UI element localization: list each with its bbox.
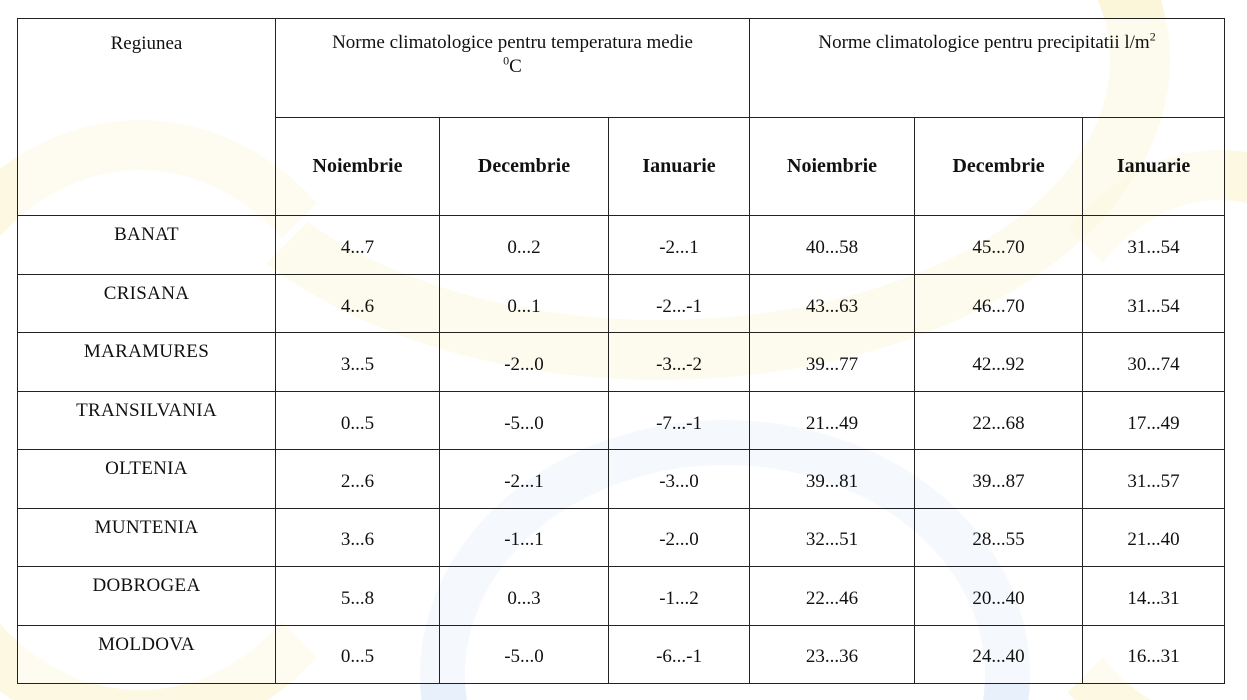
- precip-ianuarie-cell: 31...57: [1083, 450, 1225, 508]
- precip-noiembrie-cell: 22...46: [750, 567, 915, 625]
- precip-decembrie-cell: 22...68: [915, 391, 1083, 449]
- precip-decembrie-cell: 39...87: [915, 450, 1083, 508]
- region-name: CRISANA: [18, 274, 276, 332]
- header-month-precip-noiembrie: Noiembrie: [750, 117, 915, 216]
- precip-noiembrie-cell: 43...63: [750, 274, 915, 332]
- precip-decembrie-cell: 46...70: [915, 274, 1083, 332]
- precip-noiembrie-cell: 21...49: [750, 391, 915, 449]
- region-name: BANAT: [18, 216, 276, 274]
- region-name: MARAMURES: [18, 333, 276, 391]
- temp-ianuarie-cell: -2...0: [609, 508, 750, 566]
- temp-noiembrie-cell: 3...6: [276, 508, 440, 566]
- header-row-groups: [18, 19, 1225, 118]
- precip-noiembrie-cell: 23...36: [750, 625, 915, 683]
- region-name: TRANSILVANIA: [18, 391, 276, 449]
- region-name: DOBROGEA: [18, 567, 276, 625]
- temp-noiembrie-cell: 3...5: [276, 333, 440, 391]
- temp-ianuarie-cell: -1...2: [609, 567, 750, 625]
- temp-noiembrie-cell: 5...8: [276, 567, 440, 625]
- temp-decembrie-cell: -5...0: [440, 391, 609, 449]
- temp-noiembrie-cell: 4...7: [276, 216, 440, 274]
- header-precipitation-label: Norme climatologice pentru precipitatii l/m: [818, 32, 1150, 53]
- temp-decembrie-cell: -1...1: [440, 508, 609, 566]
- precip-noiembrie-cell: 32...51: [750, 508, 915, 566]
- table-row: [18, 450, 1225, 508]
- temp-ianuarie-cell: -3...-2: [609, 333, 750, 391]
- temp-decembrie-cell: -2...1: [440, 450, 609, 508]
- precip-ianuarie-cell: 21...40: [1083, 508, 1225, 566]
- header-precipitation-group: [750, 19, 1225, 118]
- region-name: MOLDOVA: [18, 625, 276, 683]
- temp-decembrie-cell: 0...1: [440, 274, 609, 332]
- region-name: MUNTENIA: [18, 508, 276, 566]
- temp-ianuarie-cell: -2...1: [609, 216, 750, 274]
- climate-norms-table: [17, 18, 1225, 684]
- precip-noiembrie-cell: 39...81: [750, 450, 915, 508]
- table-row: [18, 508, 1225, 566]
- header-month-temp-noiembrie: Noiembrie: [276, 117, 440, 216]
- precip-decembrie-cell: 42...92: [915, 333, 1083, 391]
- temp-ianuarie-cell: -6...-1: [609, 625, 750, 683]
- temp-decembrie-cell: 0...2: [440, 216, 609, 274]
- table-row: [18, 391, 1225, 449]
- precip-noiembrie-cell: 40...58: [750, 216, 915, 274]
- precip-ianuarie-cell: 31...54: [1083, 274, 1225, 332]
- header-month-precip-decembrie: Decembrie: [915, 117, 1083, 216]
- temp-ianuarie-cell: -7...-1: [609, 391, 750, 449]
- temp-noiembrie-cell: 2...6: [276, 450, 440, 508]
- header-region: Regiunea: [18, 19, 276, 216]
- temp-decembrie-cell: -2...0: [440, 333, 609, 391]
- header-temperature-unit: C: [509, 56, 522, 77]
- temp-noiembrie-cell: 0...5: [276, 391, 440, 449]
- precip-ianuarie-cell: 16...31: [1083, 625, 1225, 683]
- table-row: [18, 567, 1225, 625]
- temp-ianuarie-cell: -3...0: [609, 450, 750, 508]
- header-month-temp-decembrie: Decembrie: [440, 117, 609, 216]
- table-row: [18, 625, 1225, 683]
- header-temperature-unit-sup: 0: [503, 53, 510, 68]
- header-precipitation-unit-sup: 2: [1149, 29, 1156, 44]
- precip-ianuarie-cell: 30...74: [1083, 333, 1225, 391]
- temp-ianuarie-cell: -2...-1: [609, 274, 750, 332]
- header-month-temp-ianuarie: Ianuarie: [609, 117, 750, 216]
- precip-decembrie-cell: 28...55: [915, 508, 1083, 566]
- precip-decembrie-cell: 45...70: [915, 216, 1083, 274]
- table-row: [18, 274, 1225, 332]
- precip-ianuarie-cell: 17...49: [1083, 391, 1225, 449]
- precip-noiembrie-cell: 39...77: [750, 333, 915, 391]
- temp-noiembrie-cell: 4...6: [276, 274, 440, 332]
- temp-decembrie-cell: -5...0: [440, 625, 609, 683]
- precip-decembrie-cell: 20...40: [915, 567, 1083, 625]
- header-temperature-label: Norme climatologice pentru temperatura medie: [332, 32, 693, 53]
- precip-ianuarie-cell: 14...31: [1083, 567, 1225, 625]
- temp-decembrie-cell: 0...3: [440, 567, 609, 625]
- region-name: OLTENIA: [18, 450, 276, 508]
- header-temperature-group: [276, 19, 750, 118]
- temp-noiembrie-cell: 0...5: [276, 625, 440, 683]
- table-row: [18, 216, 1225, 274]
- table-row: [18, 333, 1225, 391]
- precip-decembrie-cell: 24...40: [915, 625, 1083, 683]
- precip-ianuarie-cell: 31...54: [1083, 216, 1225, 274]
- header-month-precip-ianuarie: Ianuarie: [1083, 117, 1225, 216]
